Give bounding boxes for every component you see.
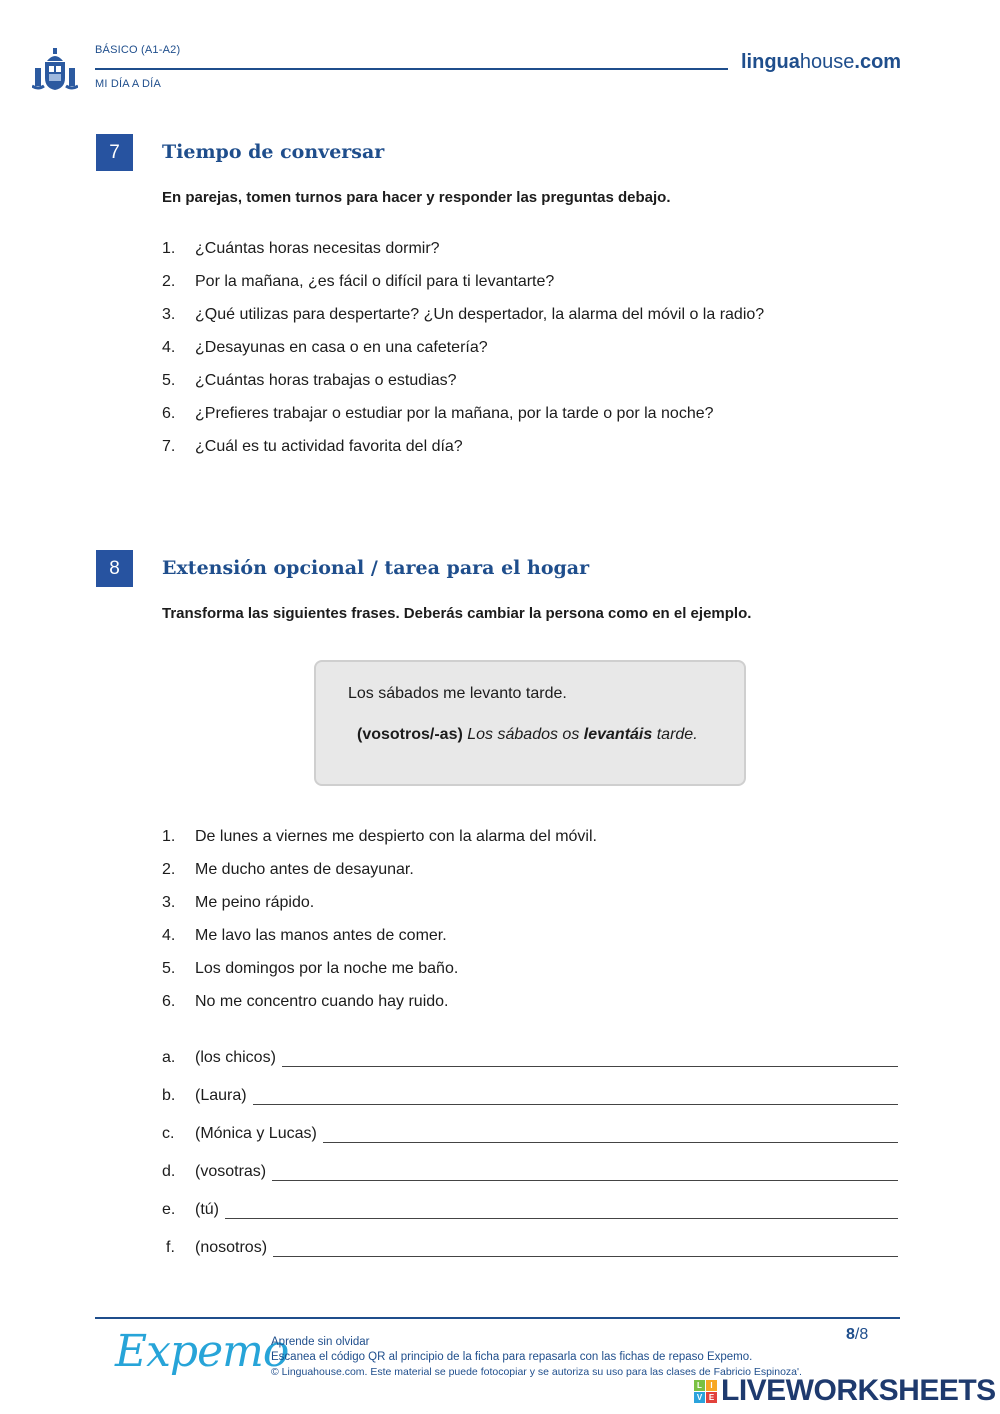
list-item xyxy=(162,405,902,438)
list-item xyxy=(162,438,902,471)
list-item xyxy=(162,339,902,372)
expemo-logo: Expemo xyxy=(115,1326,289,1377)
item-text: ¿Cuál es tu actividad favorita del día? xyxy=(195,438,463,455)
item-number: 4. xyxy=(162,339,176,356)
item-text: ¿Desayunas en casa o en una cafetería? xyxy=(195,339,488,356)
list-item xyxy=(162,306,902,339)
answer-prompt: (nosotros) xyxy=(195,1239,268,1256)
header-divider xyxy=(95,68,728,70)
answer-input[interactable] xyxy=(253,1087,898,1105)
list-item xyxy=(162,828,902,861)
answer-prompt: (tú) xyxy=(195,1201,219,1218)
footer-line-3: © Linguahouse.com. Este material se puede fotocopiar y se autoriza su uso para las clases de Fabricio Espinoza'. xyxy=(271,1366,802,1378)
list-item xyxy=(162,894,902,927)
item-number: 3. xyxy=(162,894,176,911)
badge-letter: E xyxy=(706,1392,717,1403)
answer-input[interactable] xyxy=(225,1201,898,1219)
answer-letter: c. xyxy=(162,1125,175,1142)
item-number: 1. xyxy=(162,240,176,257)
page-current: 8 xyxy=(846,1326,855,1343)
sentence-list xyxy=(162,828,902,1026)
item-text: ¿Cuántas horas trabajas o estudias? xyxy=(195,372,457,389)
answer-prompt: (Laura) xyxy=(195,1087,247,1104)
answer-input[interactable] xyxy=(282,1049,898,1067)
item-text: De lunes a viernes me despierto con la alarma del móvil. xyxy=(195,828,597,845)
answer-letter: e. xyxy=(162,1201,176,1218)
item-number: 7. xyxy=(162,438,176,455)
section-7-title: Tiempo de conversar xyxy=(162,141,385,163)
item-number: 6. xyxy=(162,405,176,422)
section-8-title: Extensión opcional / tarea para el hogar xyxy=(162,557,590,579)
watermark-text: LIVEWORKSHEETS xyxy=(721,1374,996,1407)
topic-label: MI DÍA A DÍA xyxy=(95,78,161,90)
liveworksheets-badge-icon xyxy=(694,1380,717,1403)
item-number: 5. xyxy=(162,960,176,977)
section-7-number: 7 xyxy=(96,134,133,171)
liveworksheets-watermark xyxy=(694,1374,996,1408)
item-number: 3. xyxy=(162,306,176,323)
brand-part-1: lingua xyxy=(741,51,800,73)
brand-part-3: .com xyxy=(854,51,902,73)
brand-logo[interactable] xyxy=(741,51,901,74)
example-answer-start: Los sábados os xyxy=(467,726,580,743)
page-number xyxy=(846,1326,868,1344)
item-text: Me ducho antes de desayunar. xyxy=(195,861,414,878)
footer-line-1: Aprende sin olvidar xyxy=(271,1336,370,1348)
answer-prompt: (los chicos) xyxy=(195,1049,276,1066)
answer-input[interactable] xyxy=(272,1163,898,1181)
section-8-number: 8 xyxy=(96,550,133,587)
item-text: Los domingos por la noche me baño. xyxy=(195,960,459,977)
question-list xyxy=(162,240,902,471)
list-item xyxy=(162,927,902,960)
item-number: 1. xyxy=(162,828,176,845)
answer-row-b xyxy=(162,1087,898,1125)
item-number: 2. xyxy=(162,861,176,878)
section-8-instruction: Transforma las siguientes frases. Deberás cambiar la persona como en el ejemplo. xyxy=(162,605,752,622)
example-box xyxy=(314,660,746,786)
list-item xyxy=(162,861,902,894)
answer-letter: b. xyxy=(162,1087,176,1104)
item-text: Por la mañana, ¿es fácil o difícil para ti levantarte? xyxy=(195,273,555,290)
item-text: No me concentro cuando hay ruido. xyxy=(195,993,449,1010)
item-number: 4. xyxy=(162,927,176,944)
answer-row-e xyxy=(162,1201,898,1239)
item-text: Me lavo las manos antes de comer. xyxy=(195,927,447,944)
answer-list xyxy=(162,1049,898,1277)
answer-row-c xyxy=(162,1125,898,1163)
item-number: 2. xyxy=(162,273,176,290)
answer-row-a xyxy=(162,1049,898,1087)
crest-icon xyxy=(32,48,78,92)
list-item xyxy=(162,372,902,405)
item-number: 6. xyxy=(162,993,176,1010)
footer-divider xyxy=(95,1317,900,1319)
example-answer-end: tarde. xyxy=(656,726,698,743)
answer-input[interactable] xyxy=(323,1125,898,1143)
badge-letter: I xyxy=(706,1380,717,1391)
brand-part-2: house xyxy=(799,51,855,73)
example-answer-verb: levantáis xyxy=(583,726,653,743)
answer-letter: f. xyxy=(166,1239,175,1256)
page-total: /8 xyxy=(854,1326,869,1343)
list-item xyxy=(162,960,902,993)
item-text: ¿Qué utilizas para despertarte? ¿Un despertador, la alarma del móvil o la radio? xyxy=(195,306,765,323)
item-text: Me peino rápido. xyxy=(195,894,315,911)
answer-input[interactable] xyxy=(273,1239,898,1257)
footer-line-2: Escanea el código QR al principio de la ficha para repasarla con las fichas de repaso Expemo. xyxy=(271,1351,753,1363)
answer-row-d xyxy=(162,1163,898,1201)
example-person: (vosotros/-as) xyxy=(357,726,463,743)
list-item xyxy=(162,273,902,306)
answer-letter: d. xyxy=(162,1163,176,1180)
section-7-instruction: En parejas, tomen turnos para hacer y responder las preguntas debajo. xyxy=(162,189,671,206)
item-number: 5. xyxy=(162,372,176,389)
item-text: ¿Cuántas horas necesitas dormir? xyxy=(195,240,440,257)
answer-prompt: (Mónica y Lucas) xyxy=(195,1125,317,1142)
example-answer xyxy=(357,726,698,744)
answer-letter: a. xyxy=(162,1049,176,1066)
list-item xyxy=(162,993,902,1026)
answer-row-f xyxy=(162,1239,898,1277)
example-sentence: Los sábados me levanto tarde. xyxy=(348,685,567,702)
badge-letter: V xyxy=(694,1392,705,1403)
item-text: ¿Prefieres trabajar o estudiar por la mañana, por la tarde o por la noche? xyxy=(195,405,714,422)
level-label: BÁSICO (A1-A2) xyxy=(95,44,181,56)
list-item xyxy=(162,240,902,273)
badge-letter: L xyxy=(694,1380,705,1391)
answer-prompt: (vosotras) xyxy=(195,1163,267,1180)
